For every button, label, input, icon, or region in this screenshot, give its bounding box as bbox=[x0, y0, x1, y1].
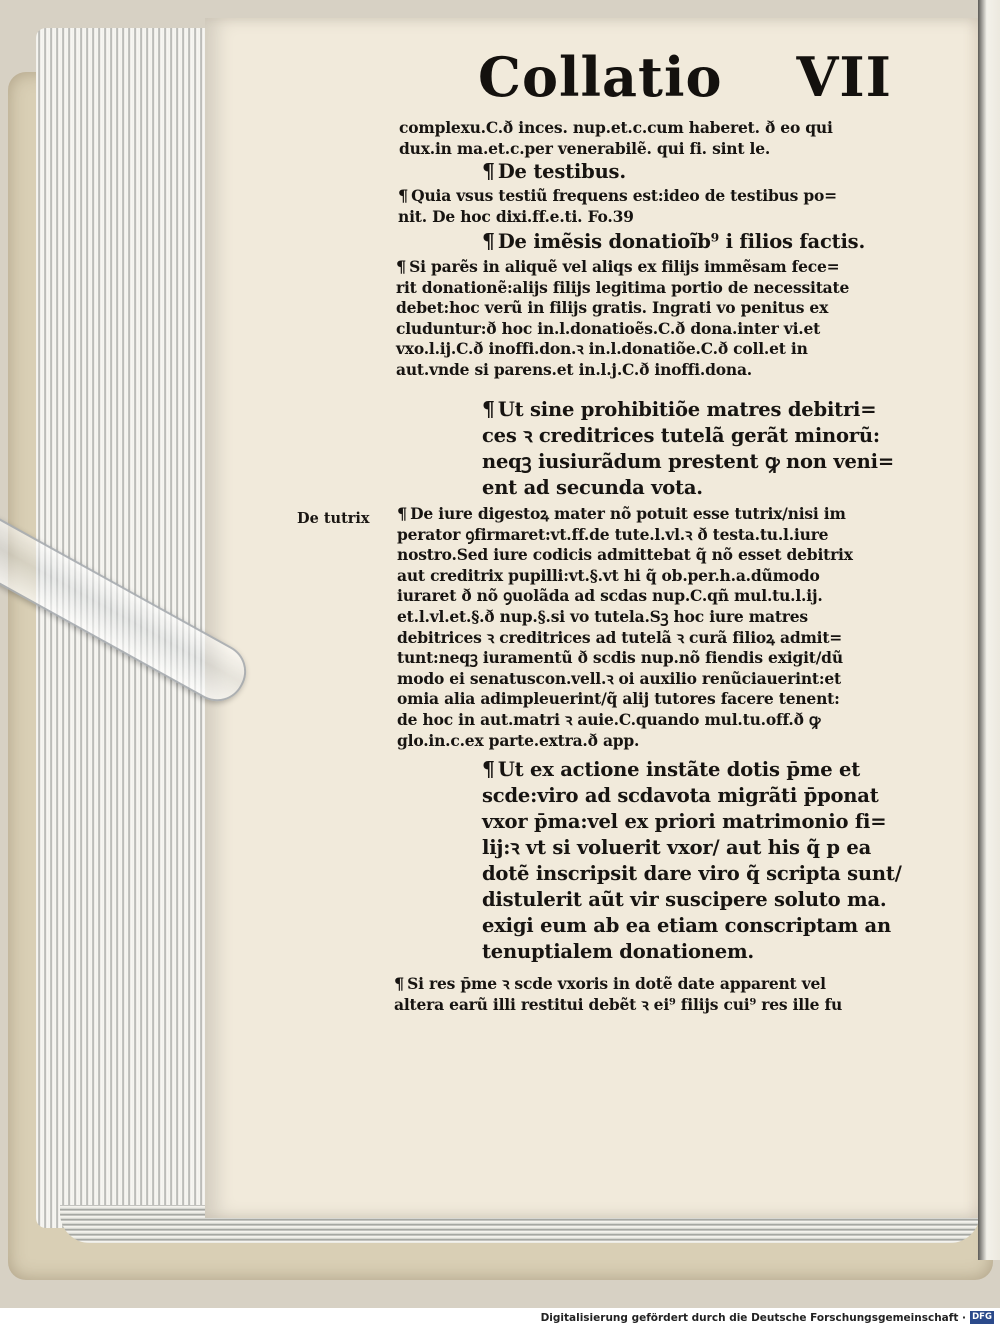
text-line: vxo.l.ij.C.ð inoffi.don.ꝛ in.l.donatiõe.C.ð coll.et in bbox=[396, 339, 808, 359]
facing-page-edge bbox=[978, 0, 1000, 1260]
text-line: dux.in ma.et.c.per venerabilẽ. qui fi. sint le. bbox=[399, 138, 771, 158]
paragraph-mark-icon: ¶ bbox=[482, 397, 495, 421]
funding-credit: Digitalisierung gefördert durch die Deutsche Forschungsgemeinschaft · bbox=[540, 1312, 966, 1324]
section-title-testibus bbox=[482, 158, 626, 185]
text-line: Quia vsus testiũ frequens est:ideo de testibus po= bbox=[411, 186, 837, 205]
text-line: Ut sine prohibitiõe matres debitri= bbox=[497, 398, 877, 421]
paragraph-mark-icon: ¶ bbox=[482, 159, 495, 183]
section-title-matres bbox=[482, 396, 894, 501]
text-line: dotẽ inscripsit dare viro q̃ scripta sunt/ bbox=[482, 862, 902, 885]
text-line: iuraret ð nõ ꝯuolãda ad scdas nup.C.qñ mul.tu.l.ij. bbox=[397, 586, 823, 606]
text-line: debet:hoc verũ in filijs gratis. Ingrati vo penitus ex bbox=[396, 298, 829, 318]
section-title-dotis bbox=[482, 756, 902, 965]
text-block-5 bbox=[396, 257, 849, 381]
text-line: scde:viro ad scdavota migrãti p̄ponat bbox=[482, 784, 879, 807]
text-line: Si res p̄me ꝛ scde vxoris in dotẽ date apparent vel bbox=[407, 974, 826, 993]
text-line: aut.vnde si parens.et in.l.j.C.ð inoffi.dona. bbox=[396, 359, 753, 379]
text-line: tunt:neqꝫ iuramentũ ð scdis nup.nõ fiendis exigit/dũ bbox=[397, 648, 843, 668]
text-line: distulerit aũt vir suscipere soluto ma. bbox=[482, 888, 887, 911]
text-line: debitrices ꝛ creditrices ad tutelã ꝛ curã filioꝝ admit= bbox=[397, 627, 843, 647]
text-line: Si parẽs in aliquẽ vel aliqs ex filijs immẽsam fece= bbox=[409, 257, 840, 276]
paragraph-mark-icon: ¶ bbox=[394, 974, 405, 993]
paragraph-mark-icon: ¶ bbox=[398, 186, 409, 205]
text-line: De iure digestoꝝ mater nõ potuit esse tutrix/nisi im bbox=[410, 504, 846, 523]
text-line: tenuptialem donationem. bbox=[482, 940, 754, 963]
text-line: lij:ꝛ vt si voluerit vxor/ aut his q̃ p ea bbox=[482, 836, 872, 859]
section-title-donationibus bbox=[482, 228, 865, 255]
text-line: neqꝫ iusiurãdum prestent ꝙ non veni= bbox=[482, 450, 894, 473]
heading-number: VII bbox=[796, 45, 892, 109]
text-line: et.l.vl.et.§.ð nup.§.si vo tutela.Sꝫ hoc iure matres bbox=[397, 606, 808, 626]
text-line: glo.in.c.ex parte.extra.ð app. bbox=[397, 730, 640, 750]
paragraph-mark-icon: ¶ bbox=[396, 257, 407, 276]
text-block-9 bbox=[394, 974, 842, 1015]
text-line: De imẽsis donatioĩb⁹ i filios factis. bbox=[497, 230, 866, 253]
text-line: rit donationẽ:alijs filijs legitima portio de necessitate bbox=[396, 277, 850, 297]
text-line: Ut ex actione instãte dotis p̄me et bbox=[497, 758, 861, 781]
text-line: ent ad secunda vota. bbox=[482, 476, 703, 499]
footer-bar bbox=[0, 1308, 1000, 1329]
dfg-logo-icon: DFG bbox=[970, 1311, 994, 1324]
text-line: modo ei senatuscon.vell.ꝛ oi auxilio renũciauerint:et bbox=[397, 668, 842, 688]
text-line: ces ꝛ creditrices tutelã gerãt minorũ: bbox=[482, 424, 880, 447]
paragraph-mark-icon: ¶ bbox=[482, 229, 495, 253]
text-line: aut creditrix pupilli:vt.§.vt hi q̃ ob.per.h.a.dũmodo bbox=[397, 565, 820, 585]
text-block-1 bbox=[399, 118, 833, 159]
text-line: altera earũ illi restitui debẽt ꝛ ei⁹ filijs cui⁹ res ille fu bbox=[394, 994, 843, 1014]
text-line: omia alia adimpleuerint/q̃ alij tutores facere tenent: bbox=[397, 689, 840, 709]
text-line: De testibus. bbox=[497, 160, 626, 183]
paragraph-mark-icon: ¶ bbox=[482, 757, 495, 781]
text-block-3 bbox=[398, 186, 837, 227]
running-heading bbox=[478, 45, 892, 109]
text-line: nit. De hoc dixi.ff.e.ti. Fo.39 bbox=[398, 206, 634, 226]
text-line: vxor p̄ma:vel ex priori matrimonio fi= bbox=[482, 810, 887, 833]
margin-note: De tutrix bbox=[297, 510, 370, 527]
text-line: perator ꝯfirmaret:vt.ff.de tute.l.vl.ꝛ ð testa.tu.l.iure bbox=[397, 524, 829, 544]
paragraph-mark-icon: ¶ bbox=[397, 504, 408, 523]
text-line: complexu.C.ð inces. nup.et.c.cum haberet. ð eo qui bbox=[399, 118, 833, 137]
text-block-7 bbox=[397, 504, 853, 751]
text-line: nostro.Sed iure codicis admittebat q̃ nõ esset debitrix bbox=[397, 545, 853, 565]
text-line: cluduntur:ð hoc in.l.donatioẽs.C.ð dona.inter vi.et bbox=[396, 318, 821, 338]
text-line: exigi eum ab ea etiam conscriptam an bbox=[482, 914, 891, 937]
text-line: de hoc in aut.matri ꝛ auie.C.quando mul.tu.off.ð ꝙ bbox=[397, 709, 821, 729]
heading-word: Collatio bbox=[478, 45, 723, 109]
